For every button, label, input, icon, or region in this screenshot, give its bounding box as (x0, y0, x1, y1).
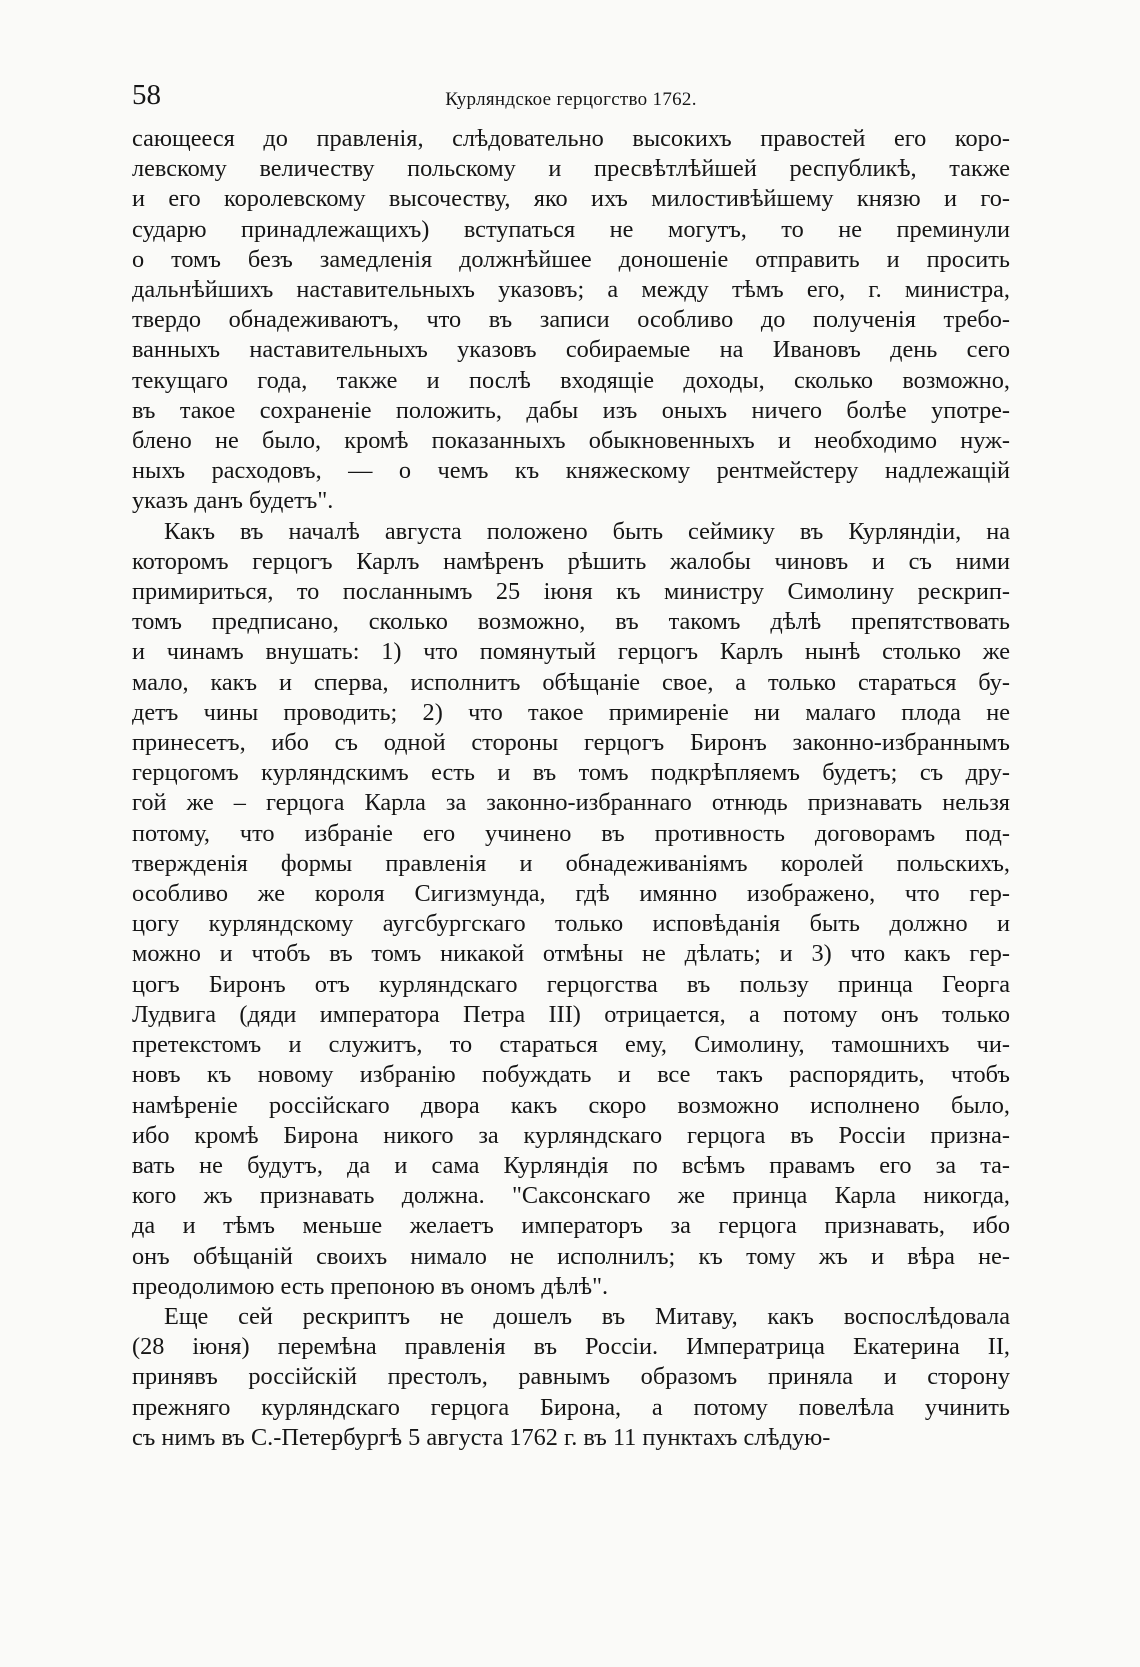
text-line: намѣреніе россійскаго двора какъ скоро возможно исполнено было, (132, 1091, 1010, 1119)
text-line: да и тѣмъ меньше желаетъ императоръ за герцога признавать, ибо (132, 1212, 1010, 1240)
text-line: потому, что избраніе его учинено въ противность договорамъ под- (132, 819, 1010, 847)
text-line: въ такое сохраненіе положить, дабы изъ оныхъ ничего болѣе употре- (132, 396, 1010, 424)
text-line: и чинамъ внушать: 1) что помянутый герцогъ Карлъ нынѣ столько же (132, 638, 1010, 666)
text-line: Еще сей рескриптъ не дошелъ въ Митаву, какъ воспослѣдовала (164, 1302, 1010, 1330)
text-line: о томъ безъ замедленія должнѣйшее доношеніе отправить и просить (132, 245, 1010, 273)
paragraph (132, 517, 1010, 1302)
text-line: принесетъ, ибо съ одной стороны герцогъ Биронъ законно-избраннымъ (132, 729, 1010, 757)
text-line: текущаго года, также и послѣ входящіе доходы, сколько возможно, (132, 366, 1010, 394)
running-head (132, 78, 1010, 124)
text-line: ибо кромѣ Бирона никого за курляндскаго герцога въ Россіи призна- (132, 1121, 1010, 1149)
text-line: претекстомъ и служитъ, то стараться ему, Симолину, тамошнихъ чи- (132, 1031, 1010, 1059)
text-line: новъ къ новому избранію побуждать и все такъ распорядить, чтобъ (132, 1061, 1010, 1089)
text-line: примириться, то посланнымъ 25 іюня къ министру Симолину рескрип- (132, 578, 1010, 606)
text-line: указъ данъ будетъ". (132, 487, 334, 515)
text-line: детъ чины проводить; 2) что такое примиреніе ни малаго плода не (132, 698, 1010, 726)
text-line: гой же – герцога Карла за законно-избраннаго отнюдь признавать нельзя (132, 789, 1010, 817)
text-line: твердо обнадеживаютъ, что въ записи особливо до полученія требо- (132, 306, 1010, 334)
text-line: сающееся до правленія, слѣдовательно высокихъ правостей его коро- (132, 125, 1010, 152)
text-line: которомъ герцогъ Карлъ намѣренъ рѣшить жалобы чиновъ и съ ними (132, 547, 1010, 575)
text-line: ныхъ расходовъ, — о чемъ къ княжескому рентмейстеру надлежащій (132, 457, 1010, 485)
page-number: 58 (132, 79, 161, 111)
page (132, 78, 1010, 1453)
text-line: цогъ Биронъ отъ курляндскаго герцогства въ пользу принца Георга (132, 970, 1010, 998)
text-line: принявъ россійскій престолъ, равнымъ образомъ приняла и сторону (132, 1363, 1010, 1391)
text-line: герцогомъ курляндскимъ есть и въ томъ подкрѣпляемъ будетъ; съ дру- (132, 759, 1010, 787)
text-line: цогу курляндскому аугсбургскаго только исповѣданія быть должно и (132, 910, 1010, 938)
text-line: можно и чтобъ въ томъ никакой отмѣны не дѣлать; и 3) что какъ гер- (132, 940, 1010, 968)
text-line: съ нимъ въ С.-Петербургѣ 5 августа 1762 г. въ 11 пунктахъ слѣдую- (132, 1423, 831, 1451)
text-line: онъ обѣщаній своихъ нимало не исполнилъ; къ тому жъ и вѣра не- (132, 1242, 1010, 1270)
paragraph (132, 1302, 1010, 1453)
text-line: (28 іюня) перемѣна правленія въ Россіи. Императрица Екатерина II, (132, 1333, 1010, 1361)
text-line: блено не было, кромѣ показанныхъ обыкновенныхъ и необходимо нуж- (132, 427, 1010, 455)
text-line: Какъ въ началѣ августа положено быть сеймику въ Курляндіи, на (164, 517, 1010, 545)
paragraph (132, 124, 1010, 517)
text-line: твержденія формы правленія и обнадеживаніямъ королей польскихъ, (132, 849, 1010, 877)
text-line: сударю принадлежащихъ) вступаться не могутъ, то не преминули (132, 215, 1010, 243)
page-header-title: Курляндское герцогство 1762. (445, 89, 697, 110)
text-line: прежняго курляндскаго герцога Бирона, а потому повелѣла учинить (132, 1393, 1010, 1421)
text-line: Лудвига (дяди императора Петра III) отрицается, а потому онъ только (132, 1000, 1010, 1028)
text-line: особливо же короля Сигизмунда, гдѣ имянно изображено, что гер- (132, 880, 1010, 908)
text-line: преодолимою есть препоною въ ономъ дѣлѣ". (132, 1272, 609, 1300)
text-line: томъ предписано, сколько возможно, въ такомъ дѣлѣ препятствовать (132, 608, 1010, 636)
text-line: мало, какъ и сперва, исполнитъ обѣщаніе свое, а только стараться бу- (132, 668, 1010, 696)
text-line: левскому величеству польскому и пресвѣтлѣйшей республикѣ, также (132, 155, 1010, 183)
text-line: дальнѣйшихъ наставительныхъ указовъ; а между тѣмъ его, г. министра, (132, 276, 1010, 304)
text-line: кого жъ признавать должна. "Саксонскаго же принца Карла никогда, (132, 1182, 1010, 1210)
text-line: ванныхъ наставительныхъ указовъ собираемые на Ивановъ день сего (132, 336, 1010, 364)
text-line: и его королевскому высочеству, яко ихъ милостивѣйшему князю и го- (132, 185, 1010, 213)
text-line: вать не будутъ, да и сама Курляндія по всѣмъ правамъ его за та- (132, 1151, 1010, 1179)
text-body (132, 124, 1010, 1453)
